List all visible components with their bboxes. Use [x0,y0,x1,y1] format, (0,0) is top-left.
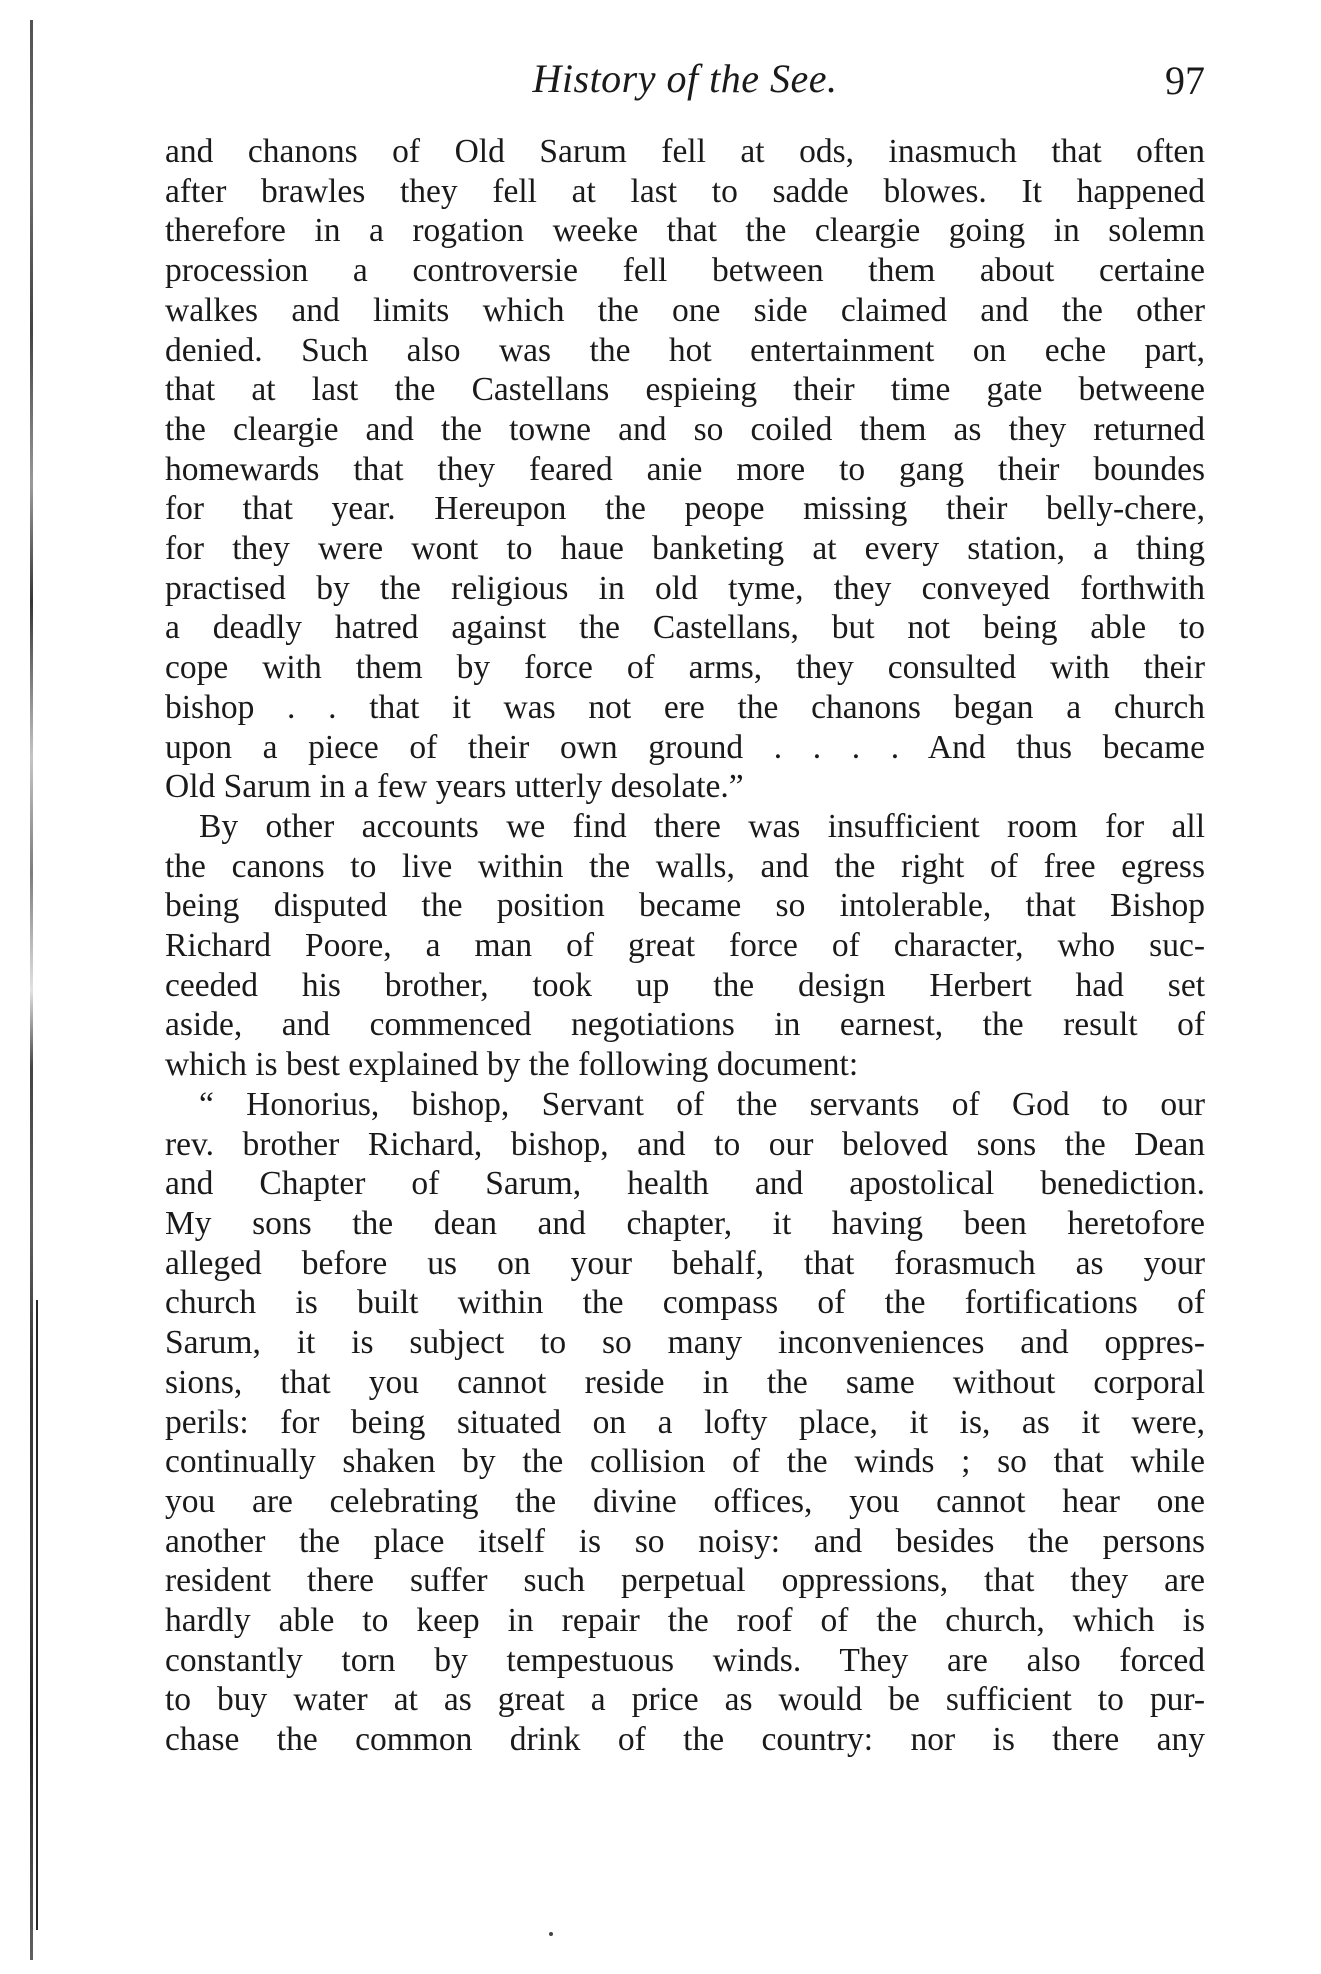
text-line: and chanons of Old Sarum fell at ods, inasmuch that often [165,133,1205,170]
text-line: practised by the religious in old tyme, they conveyed forthwith [165,569,1205,607]
text-line: continually shaken by the collision of the winds ; so that while [165,1443,1205,1481]
text-line: procession a controversie fell between them about certaine [165,252,1205,290]
text-line: that at last the Castellans espieing their time gate betweene [165,371,1205,409]
page-speck [549,1932,553,1936]
text-line: Richard Poore, a man of great force of character, who suc- [165,927,1205,965]
text-line: walkes and limits which the one side claimed and the other [165,291,1205,329]
body-text [165,132,1205,1760]
text-line: resident there suffer such perpetual oppressions, that they are [165,1562,1205,1600]
text-line: and Chapter of Sarum, health and apostolical benediction. [165,1165,1205,1203]
text-line: upon a piece of their own ground . . . . And thus became [165,728,1205,766]
text-line: bishop . . that it was not ere the chanons began a church [165,688,1205,726]
text-line: alleged before us on your behalf, that forasmuch as your [165,1244,1205,1282]
text-line: denied. Such also was the hot entertainment on eche part, [165,331,1205,369]
text-line: chase the common drink of the country: nor is there any [165,1721,1205,1759]
text-line: another the place itself is so noisy: and besides the persons [165,1522,1205,1560]
text-line: homewards that they feared anie more to gang their boundes [165,450,1205,488]
binding-edge [30,20,33,1960]
text-line: “ Honorius, bishop, Servant of the servants of God to our [199,1085,1205,1123]
text-line: constantly torn by tempestuous winds. They are also forced [165,1641,1205,1679]
text-line: to buy water at as great a price as would be sufficient to pur- [165,1681,1205,1719]
text-line: for they were wont to haue banketing at every station, a thing [165,530,1205,568]
text-line: after brawles they fell at last to sadde blowes. It happened [165,172,1205,210]
text-line: My sons the dean and chapter, it having been heretofore [165,1204,1205,1242]
text-line: the canons to live within the walls, and the right of free egress [165,847,1205,885]
text-line: Sarum, it is subject to so many inconveniences and oppres- [165,1324,1205,1362]
text-line: therefore in a rogation weeke that the cleargie going in solemn [165,212,1205,250]
text-line: which is best explained by the following document: [165,1046,859,1084]
text-line: you are celebrating the divine offices, you cannot hear one [165,1482,1205,1520]
text-line: being disputed the position became so intolerable, that Bishop [165,887,1205,925]
text-line: ceeded his brother, took up the design Herbert had set [165,966,1205,1004]
text-line: aside, and commenced negotiations in earnest, the result of [165,1006,1205,1044]
binding-edge-shadow [36,1300,38,1930]
text-line: sions, that you cannot reside in the same without corporal [165,1363,1205,1401]
text-line: perils: for being situated on a lofty place, it is, as it were, [165,1403,1205,1441]
text-line: the cleargie and the towne and so coiled them as they returned [165,410,1205,448]
text-line: By other accounts we find there was insufficient room for all [199,807,1205,845]
page-number: 97 [1165,58,1205,103]
text-line: cope with them by force of arms, they consulted with their [165,649,1205,687]
page-header [165,55,1205,105]
running-title: History of the See. [532,56,838,101]
text-line: for that year. Hereupon the peope missing their belly-chere, [165,490,1205,528]
text-line: church is built within the compass of the fortifications of [165,1284,1205,1322]
text-line: rev. brother Richard, bishop, and to our beloved sons the Dean [165,1125,1205,1163]
text-line: Old Sarum in a few years utterly desolate.” [165,768,744,806]
text-line: a deadly hatred against the Castellans, but not being able to [165,609,1205,647]
text-line: hardly able to keep in repair the roof of the church, which is [165,1602,1205,1640]
